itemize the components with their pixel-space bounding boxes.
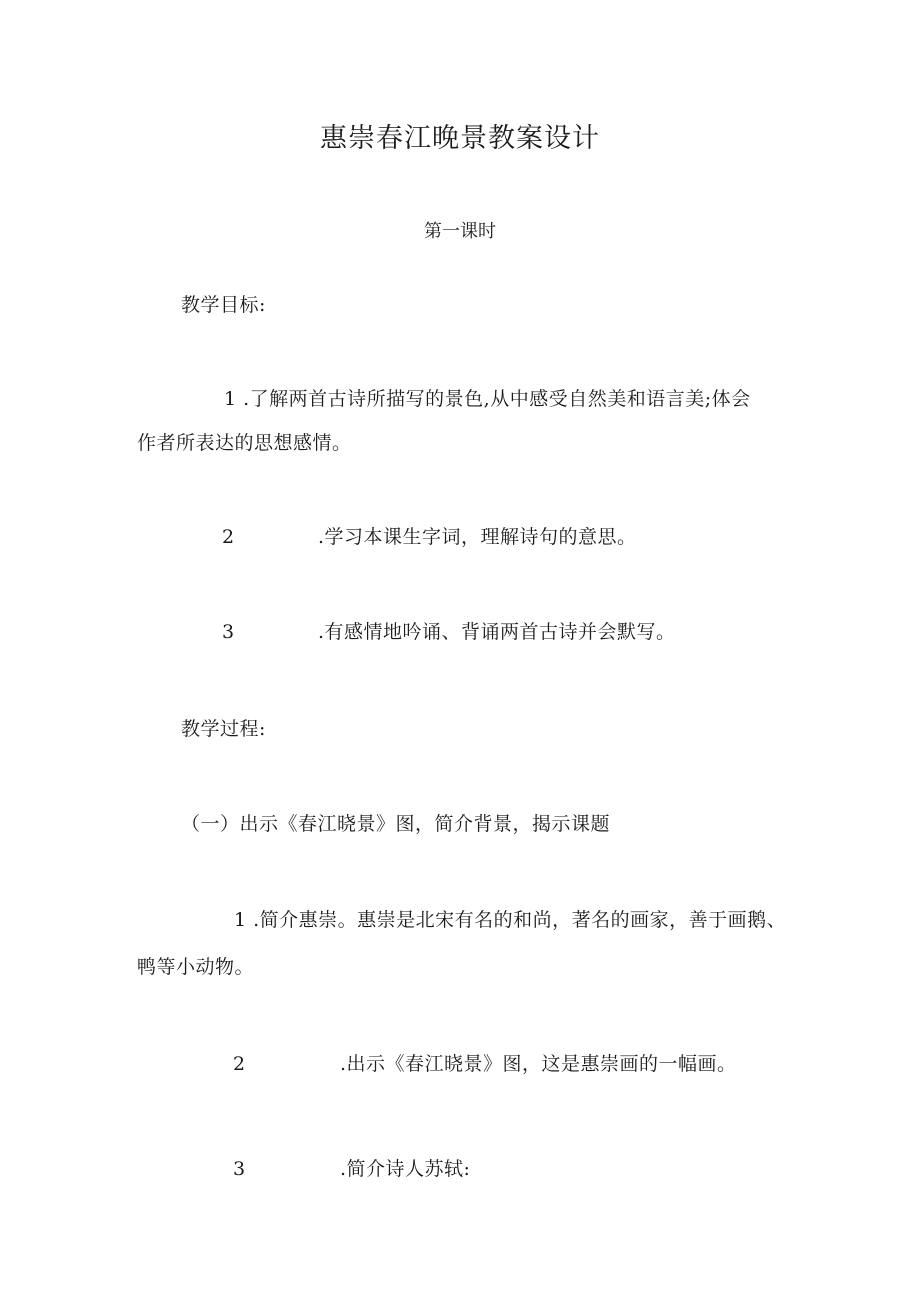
step-3-number: 3 [233,1158,246,1180]
section-1-heading: （一）出示《春江晓景》图，简介背景，揭示课题 [181,813,611,835]
objective-3-text: .有感情地吟诵、背诵两首古诗并会默写。 [318,621,676,643]
step-2-number: 2 [233,1053,246,1075]
objective-1-line-2: 作者所表达的思想感情。 [137,432,352,454]
objective-3-number: 3 [222,621,235,643]
document-title: 惠崇春江晚景教案设计 [320,123,600,154]
objective-2-number: 2 [222,526,235,548]
process-heading: 教学过程: [181,718,266,740]
lesson-label: 第一课时 [424,221,496,242]
step-2-text: .出示《春江晓景》图，这是惠崇画的一幅画。 [340,1053,737,1075]
step-1-line-2: 鸭等小动物。 [137,956,255,978]
objectives-heading: 教学目标: [181,294,266,316]
step-1-line-1: 1 .简介惠崇。惠崇是北宋有名的和尚，著名的画家，善于画鹅、 [234,909,787,931]
step-3-text: .简介诗人苏轼: [340,1158,471,1180]
objective-1-line-1: 1 .了解两首古诗所描写的景色,从中感受自然美和语言美;体会 [224,388,751,410]
objective-2-text: .学习本课生字词，理解诗句的意思。 [318,526,637,548]
